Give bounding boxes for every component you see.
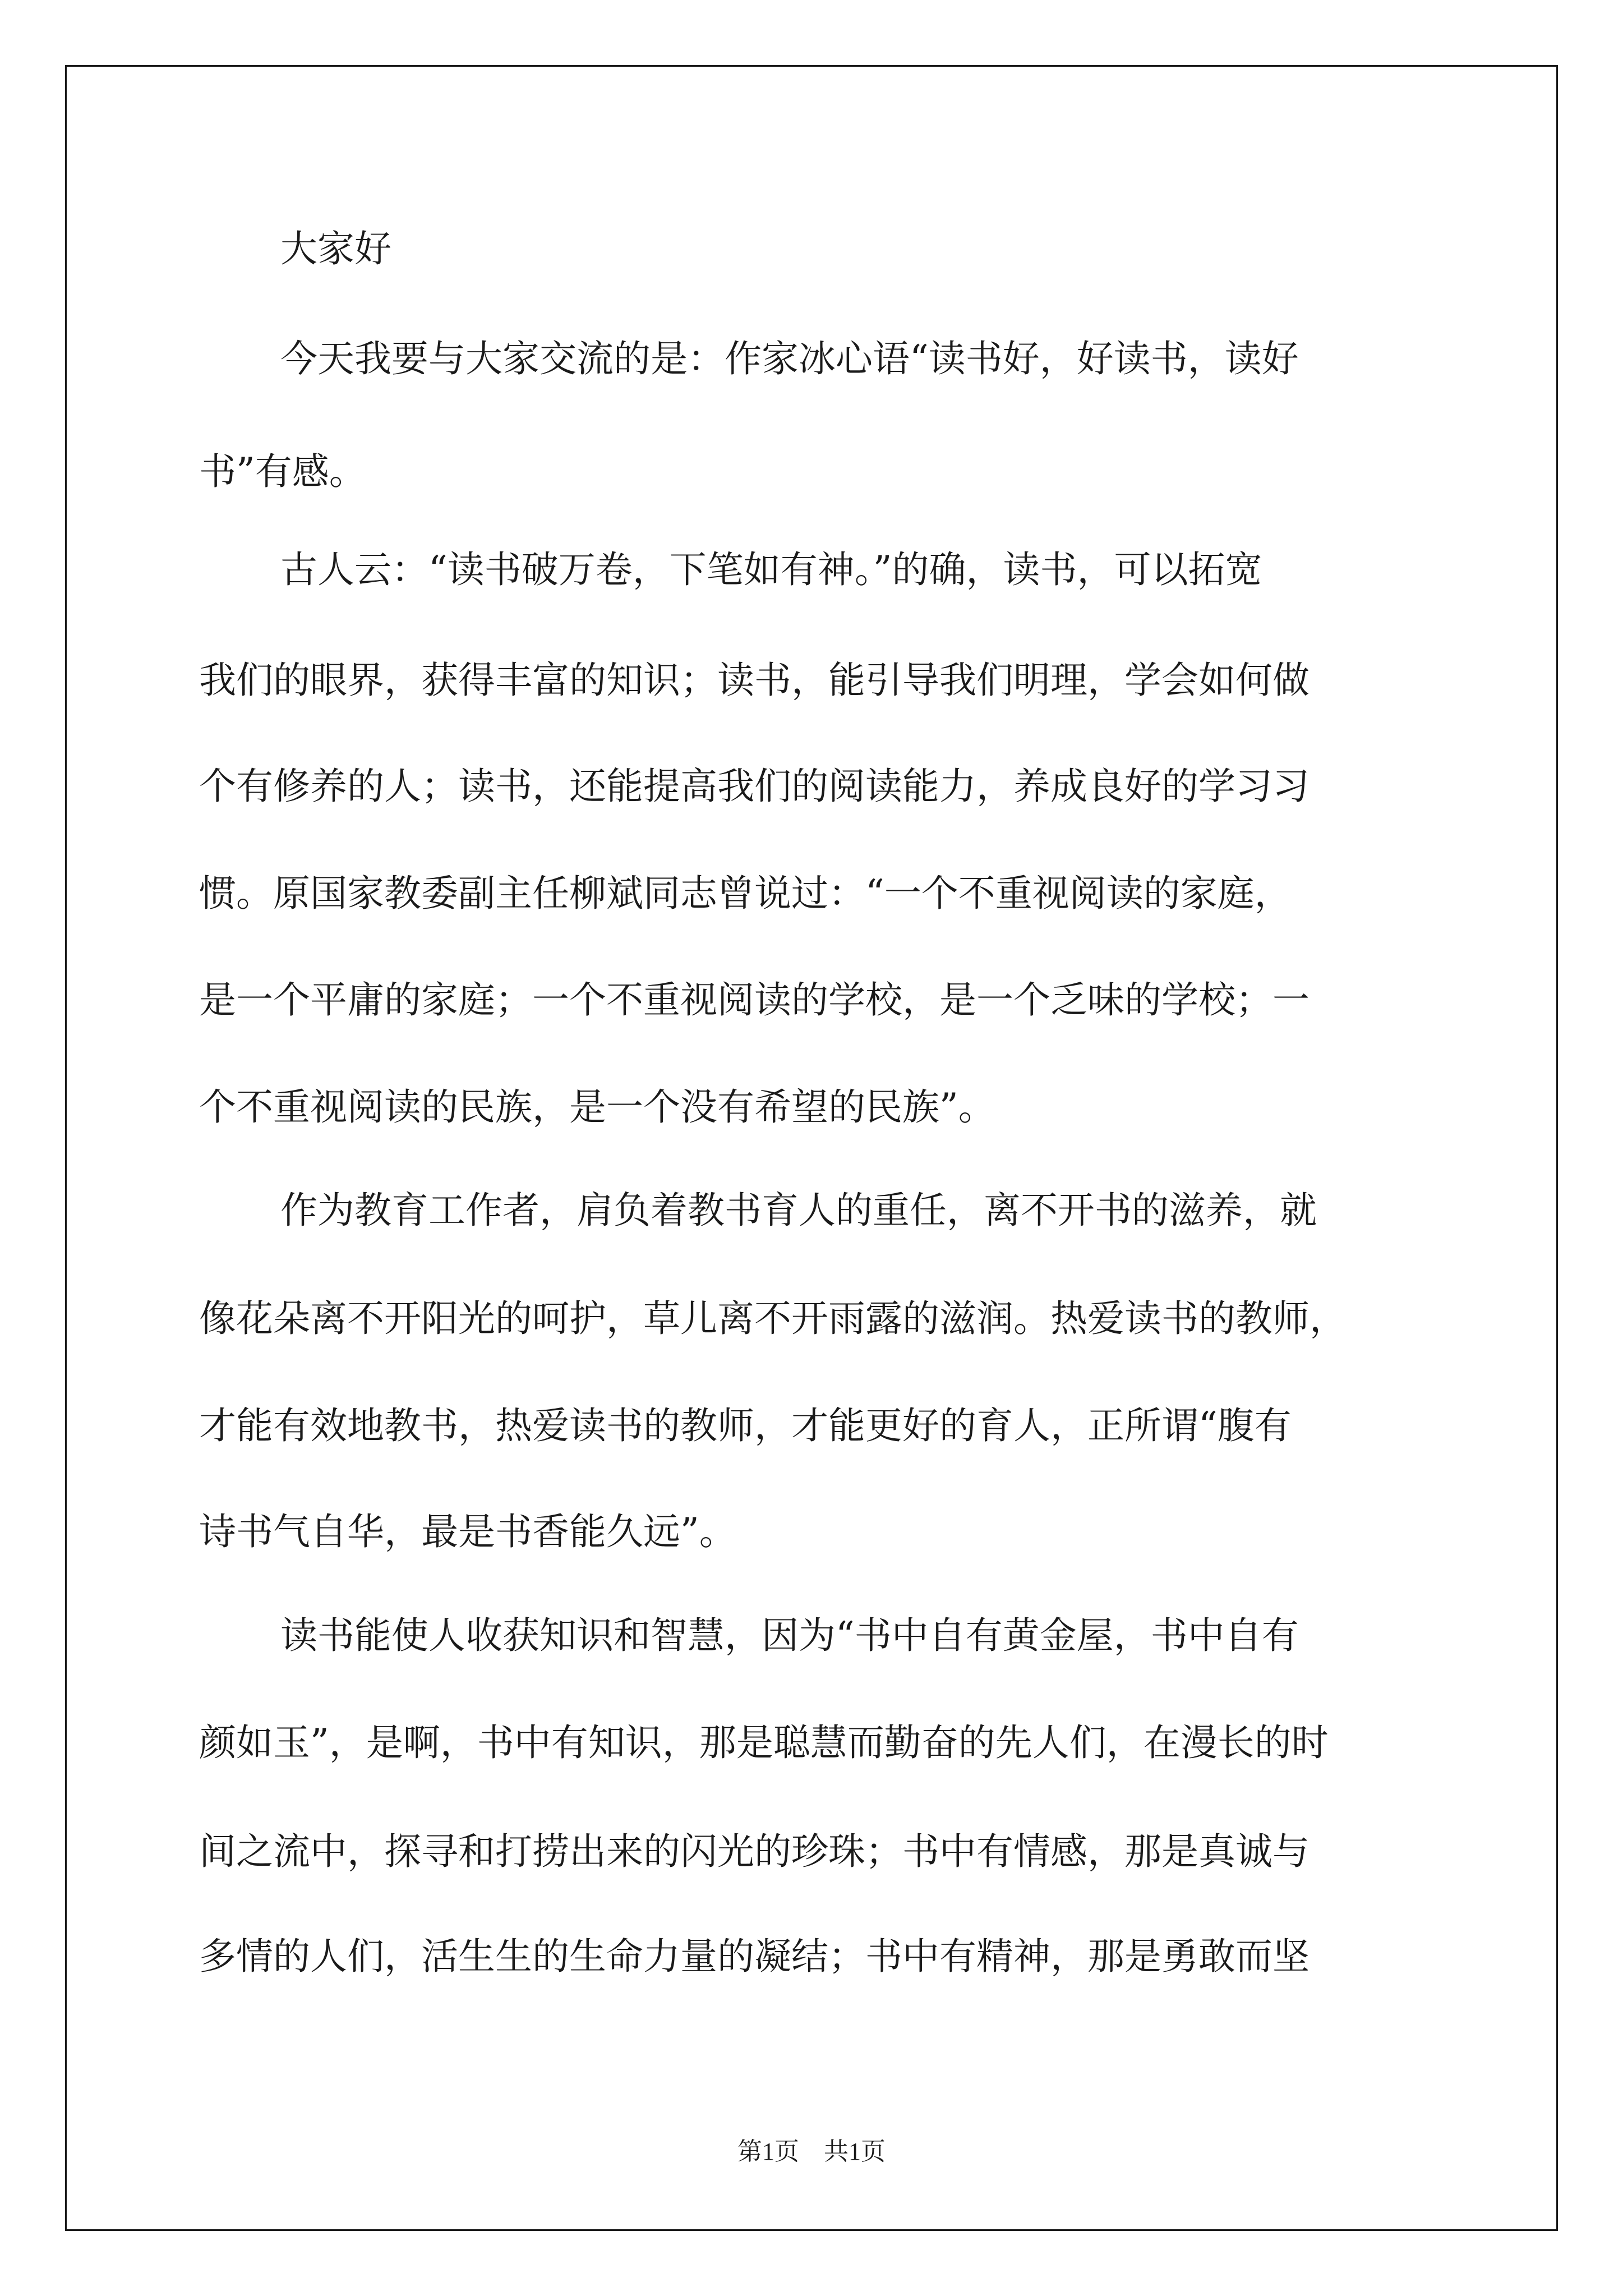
- text-line: 诗书气自华，最是书香能久远”。: [199, 1510, 736, 1553]
- text-line: 才能有效地教书，热爱读书的教师，才能更好的育人，正所谓“腹有: [199, 1404, 1292, 1447]
- page-number-footer: 第1页 共1页: [737, 2138, 886, 2165]
- text-line-greeting: 大家好: [280, 227, 391, 270]
- text-line: 惯。原国家教委副主任柳斌同志曾说过：“一个不重视阅读的家庭，: [199, 872, 1292, 915]
- text-line: 今天我要与大家交流的是：作家冰心语“读书好，好读书，读好: [280, 337, 1299, 380]
- text-line: 是一个平庸的家庭；一个不重视阅读的学校，是一个乏味的学校；一: [199, 978, 1310, 1022]
- text-line: 读书能使人收获知识和智慧，因为“书中自有黄金屋，书中自有: [280, 1614, 1299, 1657]
- text-line: 古人云：“读书破万卷，下笔如有神。”的确，读书，可以拓宽: [280, 548, 1262, 591]
- text-line: 个不重视阅读的民族，是一个没有希望的民族”。: [199, 1085, 995, 1129]
- text-line: 间之流中，探寻和打捞出来的闪光的珍珠；书中有情感，那是真诚与: [199, 1830, 1310, 1873]
- text-line: 多情的人们，活生生的生命力量的凝结；书中有精神，那是勇敢而坚: [199, 1935, 1310, 1978]
- text-line: 个有修养的人；读书，还能提高我们的阅读能力，养成良好的学习习: [199, 765, 1310, 808]
- text-line: 像花朵离不开阳光的呵护，草儿离不开雨露的滋润。热爱读书的教师，: [199, 1297, 1347, 1340]
- page-border: [65, 65, 1558, 2231]
- text-line: 作为教育工作者，肩负着教书育人的重任，离不开书的滋养，就: [280, 1189, 1317, 1232]
- text-line: 我们的眼界，获得丰富的知识；读书，能引导我们明理，学会如何做: [199, 659, 1310, 702]
- text-line: 书”有感。: [199, 450, 366, 493]
- text-line: 颜如玉”，是啊，书中有知识，那是聪慧而勤奋的先人们，在漫长的时: [199, 1721, 1329, 1764]
